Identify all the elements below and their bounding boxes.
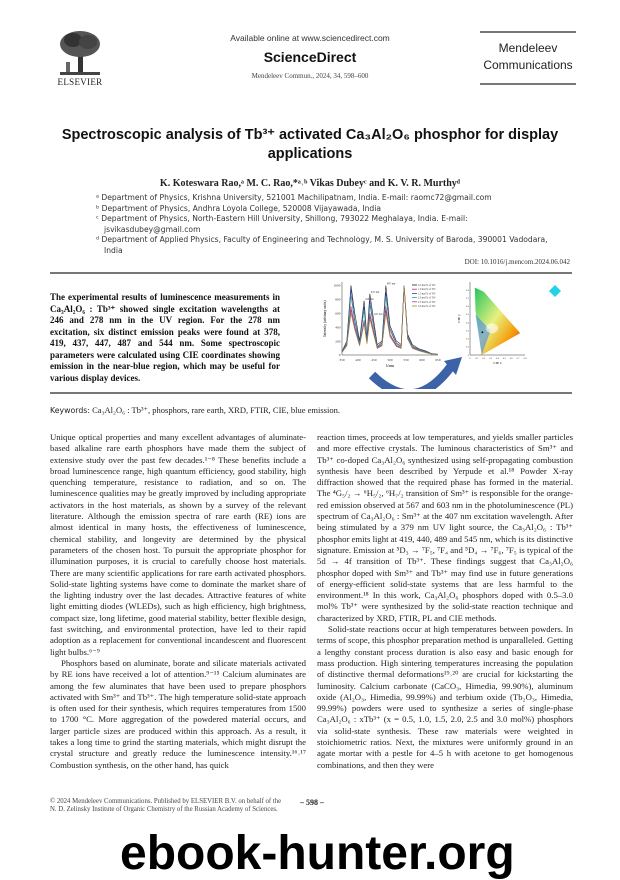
x-tick-label: 0.5 bbox=[502, 357, 506, 360]
x-tick-label: 400 bbox=[355, 358, 361, 362]
sciencedirect-logo: ScienceDirect bbox=[263, 49, 357, 65]
body-column-left bbox=[50, 432, 306, 771]
arrow-icon bbox=[372, 365, 452, 389]
y-tick-label: 0.8 bbox=[466, 288, 469, 292]
journal-name-line2: Communications bbox=[483, 58, 573, 72]
y-tick-label: 0.5 bbox=[466, 313, 469, 317]
y-tick-label: 0.7 bbox=[466, 297, 469, 301]
doi[interactable]: DOI: 10.1016/j.mencom.2024.06.042 bbox=[464, 258, 570, 266]
peak-label: 447 nm bbox=[374, 313, 383, 317]
y-tick-label: 1000 bbox=[333, 283, 341, 288]
affiliation: ᵇ Department of Physics, Andhra Loyola College, 520008 Vijayawada, India bbox=[96, 203, 381, 213]
legend-label: 3.0 mol% of Tb³⁺ bbox=[418, 305, 437, 308]
peak-label: 437 nm bbox=[370, 290, 380, 294]
peak-label: 487 nm bbox=[386, 282, 396, 286]
cie-point bbox=[481, 331, 483, 333]
legend-label: 2.5 mol% of Tb³⁺ bbox=[418, 300, 437, 304]
publisher-header bbox=[180, 33, 440, 80]
affiliation: ᶜ Department of Physics, North-Eastern Hill University, Shillong, 793022 Meghalaya, India. E-mail: jsvikasdubey@gmail.com bbox=[96, 214, 468, 234]
legend-label: 1.5 mol% of Tb³⁺ bbox=[418, 292, 437, 296]
journal-name-line1: Mendeleev bbox=[498, 41, 558, 55]
x-tick-label: 0.1 bbox=[475, 357, 479, 360]
y-tick-label: 800 bbox=[335, 297, 341, 302]
y-tick-label: 0.3 bbox=[466, 329, 469, 333]
abstract: The experimental results of luminescence measurements in Ca₃Al₂O₆ : Tb³⁺ showed single excitation wavelengths at 246 and 278 nm in the UV region. For the 278 nm excitation, six distinct emission peaks were found at 378, 419, 437, 447, 487 and 544 nm. Some spectroscopic parameters were calculated using CIE coordinates showing emission in the near-blue region, which may be useful for various display devices. bbox=[50, 292, 280, 383]
copyright-footer: © 2024 Mendeleev Communications. Published by ELSEVIER B.V. on behalf of the N. D. Zelinsky Institute of Organic Chemistry of the Russian Academy of Sciences. bbox=[50, 798, 282, 814]
y-tick-label: 0 bbox=[467, 353, 469, 357]
x-axis-label: CIE x bbox=[493, 361, 502, 365]
x-tick-label: 500 bbox=[387, 358, 393, 362]
x-tick-label: 0.3 bbox=[489, 357, 493, 360]
y-tick-label: 600 bbox=[335, 311, 341, 316]
x-tick-label: 0 bbox=[469, 357, 471, 360]
watermark: ebook-hunter.org bbox=[120, 827, 515, 880]
citation: Mendeleev Commun., 2024, 34, 598–600 bbox=[251, 72, 369, 80]
x-tick-label: 0.6 bbox=[509, 357, 513, 360]
paragraph: Phosphors based on aluminate, borate and silicate materials activated by RE ions have received a lot of attention.⁹⁻¹⁵ Calcium aluminates are among the few aluminates that have been used to prepare phosphors activated with Sm³⁺ and Tb³⁺. The high temperature solid-state approach is often used for their synthesis, which requires temperatures from 1500 to 1700 °C. More aggregation of the powdered material occurs, and larger particle sizes are produced within this approach. As a result, it takes a long time to grind the starting materials, which might disrupt the crystal structure and greatly reduce the luminescence intensity.¹⁶˒¹⁷ Combustion synthesis, on the other hand, has quick bbox=[50, 657, 306, 770]
y-tick-label: 0.4 bbox=[466, 321, 469, 325]
paragraph: Unique optical properties and many excellent advantages of aluminate-based alkaline rare earth phosphors have made them the subject of extensive study over the past few decades.¹⁻⁸ These benefits include a broad luminescence range, high quantum efficiency, good stability, high quenching temperature, resistance to radiation, and so on. The luminescence qualities may be greatly improved by including appropriate activators in the host materials, as shown by a survey of the relevant literature. Although the emission spectra of rare earth (RE) ions are almost identical in many hosts, the effectiveness of luminescence, chemical stability, and longevity are determined by the physical parameters of the chosen host. To pursuit the appropriate phosphor for illumination purposes, it is crucial to carefully choose host materials. There are many scientific applications for rare earth activated phosphors. Solid-state lighting systems have come to dominate the market share of the lighting industry over the last decades. Attractive features of white light emitting diodes (WLEDs), such as high efficiency, high brightness, compact size, long lifetime, good material stability, better flexible design, fast switching, and environmental protection, have led to their rapid adoption as a replacement for conventional incandescent and fluorescent light bulbs.⁶⁻⁹ bbox=[50, 432, 306, 657]
keywords-list: Ca₃Al₂O₆ : Tb³⁺, phosphors, rare earth, XRD, FTIR, CIE, blue emission. bbox=[92, 405, 340, 415]
x-tick-label: 0.7 bbox=[516, 357, 520, 360]
paragraph: reaction times, proceeds at low temperatures, and yields smaller particles and more effective crystals. The luminous characteristics of Sm³⁺ and Tb³⁺ co-doped Ca₃Al₂O₆ synthesized using self-propagating combustion synthesis have been described by Yerpude et al.¹⁸ Powder X-ray diffraction showed that the required phase has formed in the material. The ⁴G₅/₂ → ⁶H₅/₂, ⁶H₇/₂ transition of Sm³⁺ is responsible for the orange-red emission observed at 567 and 603 nm in the photoluminescence (PL) spectrum of Ca₃Al₂O₆ : Sm³⁺ at the 407 nm excitation wavelength. After being stimulated by a 379 nm UV light source, the Ca₃Al₂O₆ : Tb³⁺ phosphor emits light at 419, 440, 489 and 545 nm, which is its distinctive signature. Emission at ⁵D₃ → ⁷F₅, ⁷F₄ and ⁵D₄ → ⁷F₆, ⁷F₅ is typical of the 5d → 4f transition of Tb³⁺. These findings suggest that Ca₃Al₂O₆ phosphor doped with Sm³⁺ and Tb³⁺ may find use in future generations of energy-efficient solid-state systems that are less harmful to the environment.¹⁸ In this work, Ca₃Al₂O₆ phosphors doped with 0.5–3.0 mol% Tb³⁺ were synthesized by the solid-state reaction technique and characterized by XRD, FTIR, PL and CIE methods. bbox=[317, 432, 573, 623]
x-tick-label: 0.2 bbox=[482, 357, 486, 360]
affiliation: ᵈ Department of Applied Physics, Faculty of Engineering and Technology, M. S. University of Baroda, 390001 Vadodara, India bbox=[96, 235, 548, 255]
journal-name bbox=[480, 31, 576, 85]
affiliations bbox=[96, 193, 556, 256]
x-tick-label: 600 bbox=[419, 358, 425, 362]
elsevier-logo bbox=[52, 30, 108, 90]
x-tick-label: 350 bbox=[339, 358, 345, 362]
y-tick-label: 0.6 bbox=[466, 305, 469, 309]
emission-spectrum-chart bbox=[323, 282, 441, 368]
page-number: – 598 – bbox=[300, 798, 324, 807]
graphical-abstract bbox=[320, 277, 575, 389]
color-swatch bbox=[549, 285, 561, 297]
available-online-text[interactable]: Available online at www.sciencedirect.com bbox=[230, 33, 390, 43]
white-point bbox=[486, 323, 498, 333]
divider bbox=[50, 272, 572, 274]
legend-label: 0.5 mol% of Tb³⁺ bbox=[418, 284, 437, 287]
elsevier-wordmark: ELSEVIER bbox=[57, 77, 103, 87]
y-tick-label: 200 bbox=[335, 339, 341, 344]
affiliation: ᵃ Department of Physics, Krishna University, 521001 Machilipatnam, India. E-mail: raomc72@gmail.com bbox=[96, 193, 492, 202]
keywords bbox=[50, 405, 570, 416]
tree-icon bbox=[58, 30, 102, 76]
body-column-right bbox=[317, 432, 573, 771]
y-axis-label: Intensity (arbitrary units) bbox=[323, 300, 327, 337]
paragraph: Solid-state reactions occur at high temperatures between powders. In terms of scope, this phosphor preparation method is unparalleled. Getting a lengthy constant process duration is also easy and basic enough for mass production. High sintering temperatures increasing the population of distinctive thermal deformations¹⁹˒²⁰ are crucial for kickstarting the luminosity. Calcium carbonate (CaCO₃, Himedia, 99.90%), aluminum oxide (Al₂O₃, Himedia, 99.99%) and terbium oxide (Tb₂O₃, Himedia, 99.99%) powders were used to synthesize a series of single-phase Ca₃Al₂O₆ : xTb³⁺ (x = 0.5, 1.0, 1.5, 2.0, 2.5 and 3.0 mol%) phosphors via solid-state synthesis. These raw materials were weighted in stoichiometric ratios. Next, the mixtures were uniformly ground in an agate mortar with a pestle for 4–5 h with acetone to get homogenous combinations, and then they were bbox=[317, 624, 573, 770]
x-tick-label: 0.4 bbox=[496, 357, 499, 360]
keywords-label: Keywords: bbox=[50, 406, 90, 415]
authors: K. Koteswara Rao,ᵃ M. C. Rao,*ᵃ˒ᵇ Vikas Dubeyᶜ and K. V. R. Murthyᵈ bbox=[159, 178, 461, 189]
legend-label: 2.0 mol% of Tb³⁺ bbox=[418, 296, 437, 300]
x-tick-label: 550 bbox=[403, 358, 409, 362]
x-tick-label: 450 bbox=[371, 358, 377, 362]
y-tick-label: 0.1 bbox=[466, 345, 469, 349]
y-axis-label: CIE y bbox=[457, 314, 461, 323]
peak-label: 419 nm bbox=[365, 297, 374, 301]
x-tick-label: 650 bbox=[435, 358, 441, 362]
cie-diagram bbox=[457, 282, 561, 365]
y-tick-label: 0 bbox=[338, 353, 341, 358]
y-tick-label: 0.2 bbox=[466, 337, 469, 341]
legend-label: 1.0 mol% of Tb³⁺ bbox=[418, 288, 437, 292]
divider bbox=[50, 392, 572, 394]
article-title: Spectroscopic analysis of Tb³⁺ activated Ca₃Al₂O₆ phosphor for display applications bbox=[61, 127, 559, 162]
x-axis-label: λ/nm bbox=[385, 363, 395, 368]
x-tick-label: 0.8 bbox=[523, 357, 527, 360]
y-tick-label: 400 bbox=[335, 325, 341, 330]
